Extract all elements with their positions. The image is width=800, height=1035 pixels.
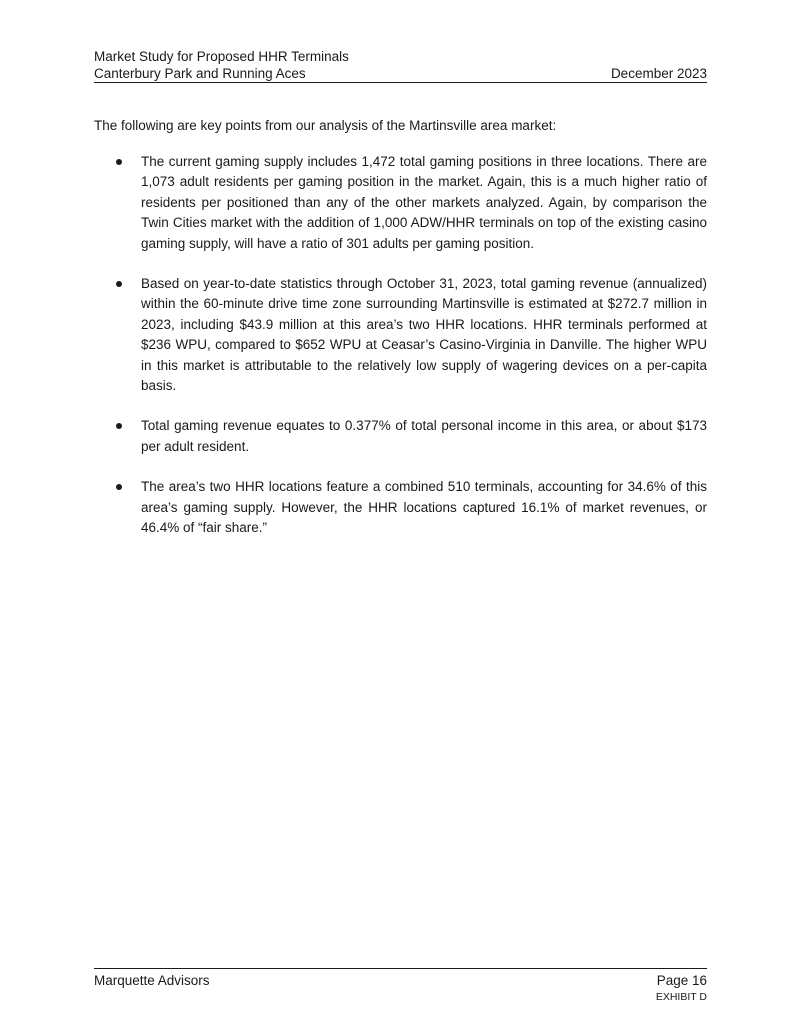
page-number: Page 16: [656, 973, 707, 988]
exhibit-label: EXHIBIT D: [655, 991, 707, 1003]
page-header: [94, 48, 707, 83]
key-point-item: [94, 152, 707, 254]
page-footer: [94, 968, 707, 1004]
key-point-text: The current gaming supply includes 1,472 total gaming positions in three locations. There are 1,073 adult residents per gaming position in the market. Again, this is a much higher ratio of residents per positioned than any of the other markets analyzed. Again, by comparison the Twin Cities market with the addition of 1,000 ADW/HHR terminals on top of the existing casino gaming supply, will have a ratio of 301 adults per gaming position.: [141, 154, 707, 251]
key-point-item: [94, 274, 707, 396]
report-title: Market Study for Proposed HHR Terminals: [94, 49, 349, 64]
footer-row: [94, 972, 707, 989]
key-point-item: [94, 416, 707, 457]
bullet-icon: [116, 281, 122, 287]
key-point-text: Based on year-to-date statistics through October 31, 2023, total gaming revenue (annualized) within the 60-minute drive time zone surrounding Martinsville is estimated at $272.7 million in 2023, including $43.9 million at this area’s two HHR locations. HHR terminals performed at $236 WPU, compared to $652 WPU at Ceasar’s Casino-Virginia in Danville. The higher WPU in this market is attributable to the relatively low supply of wagering devices on a per-capita basis.: [141, 276, 707, 394]
key-point-item: [94, 477, 707, 538]
company-name: Marquette Advisors: [94, 973, 210, 988]
bullet-icon: [116, 484, 122, 490]
key-point-text: Total gaming revenue equates to 0.377% of total personal income in this area, or about $173 per adult resident.: [141, 418, 707, 454]
report-subtitle: Canterbury Park and Running Aces: [94, 66, 306, 81]
key-point-text: The area’s two HHR locations feature a combined 510 terminals, accounting for 34.6% of this area’s gaming supply. However, the HHR locations captured 16.1% of market revenues, or 46.4% of “fair share.”: [141, 479, 707, 536]
bullet-icon: [116, 159, 122, 165]
report-date: December 2023: [610, 66, 707, 81]
bullet-icon: [116, 423, 122, 429]
key-points-list: [94, 152, 707, 559]
intro-paragraph: The following are key points from our analysis of the Martinsville area market:: [94, 118, 557, 133]
header-subtitle-row: [94, 65, 707, 83]
